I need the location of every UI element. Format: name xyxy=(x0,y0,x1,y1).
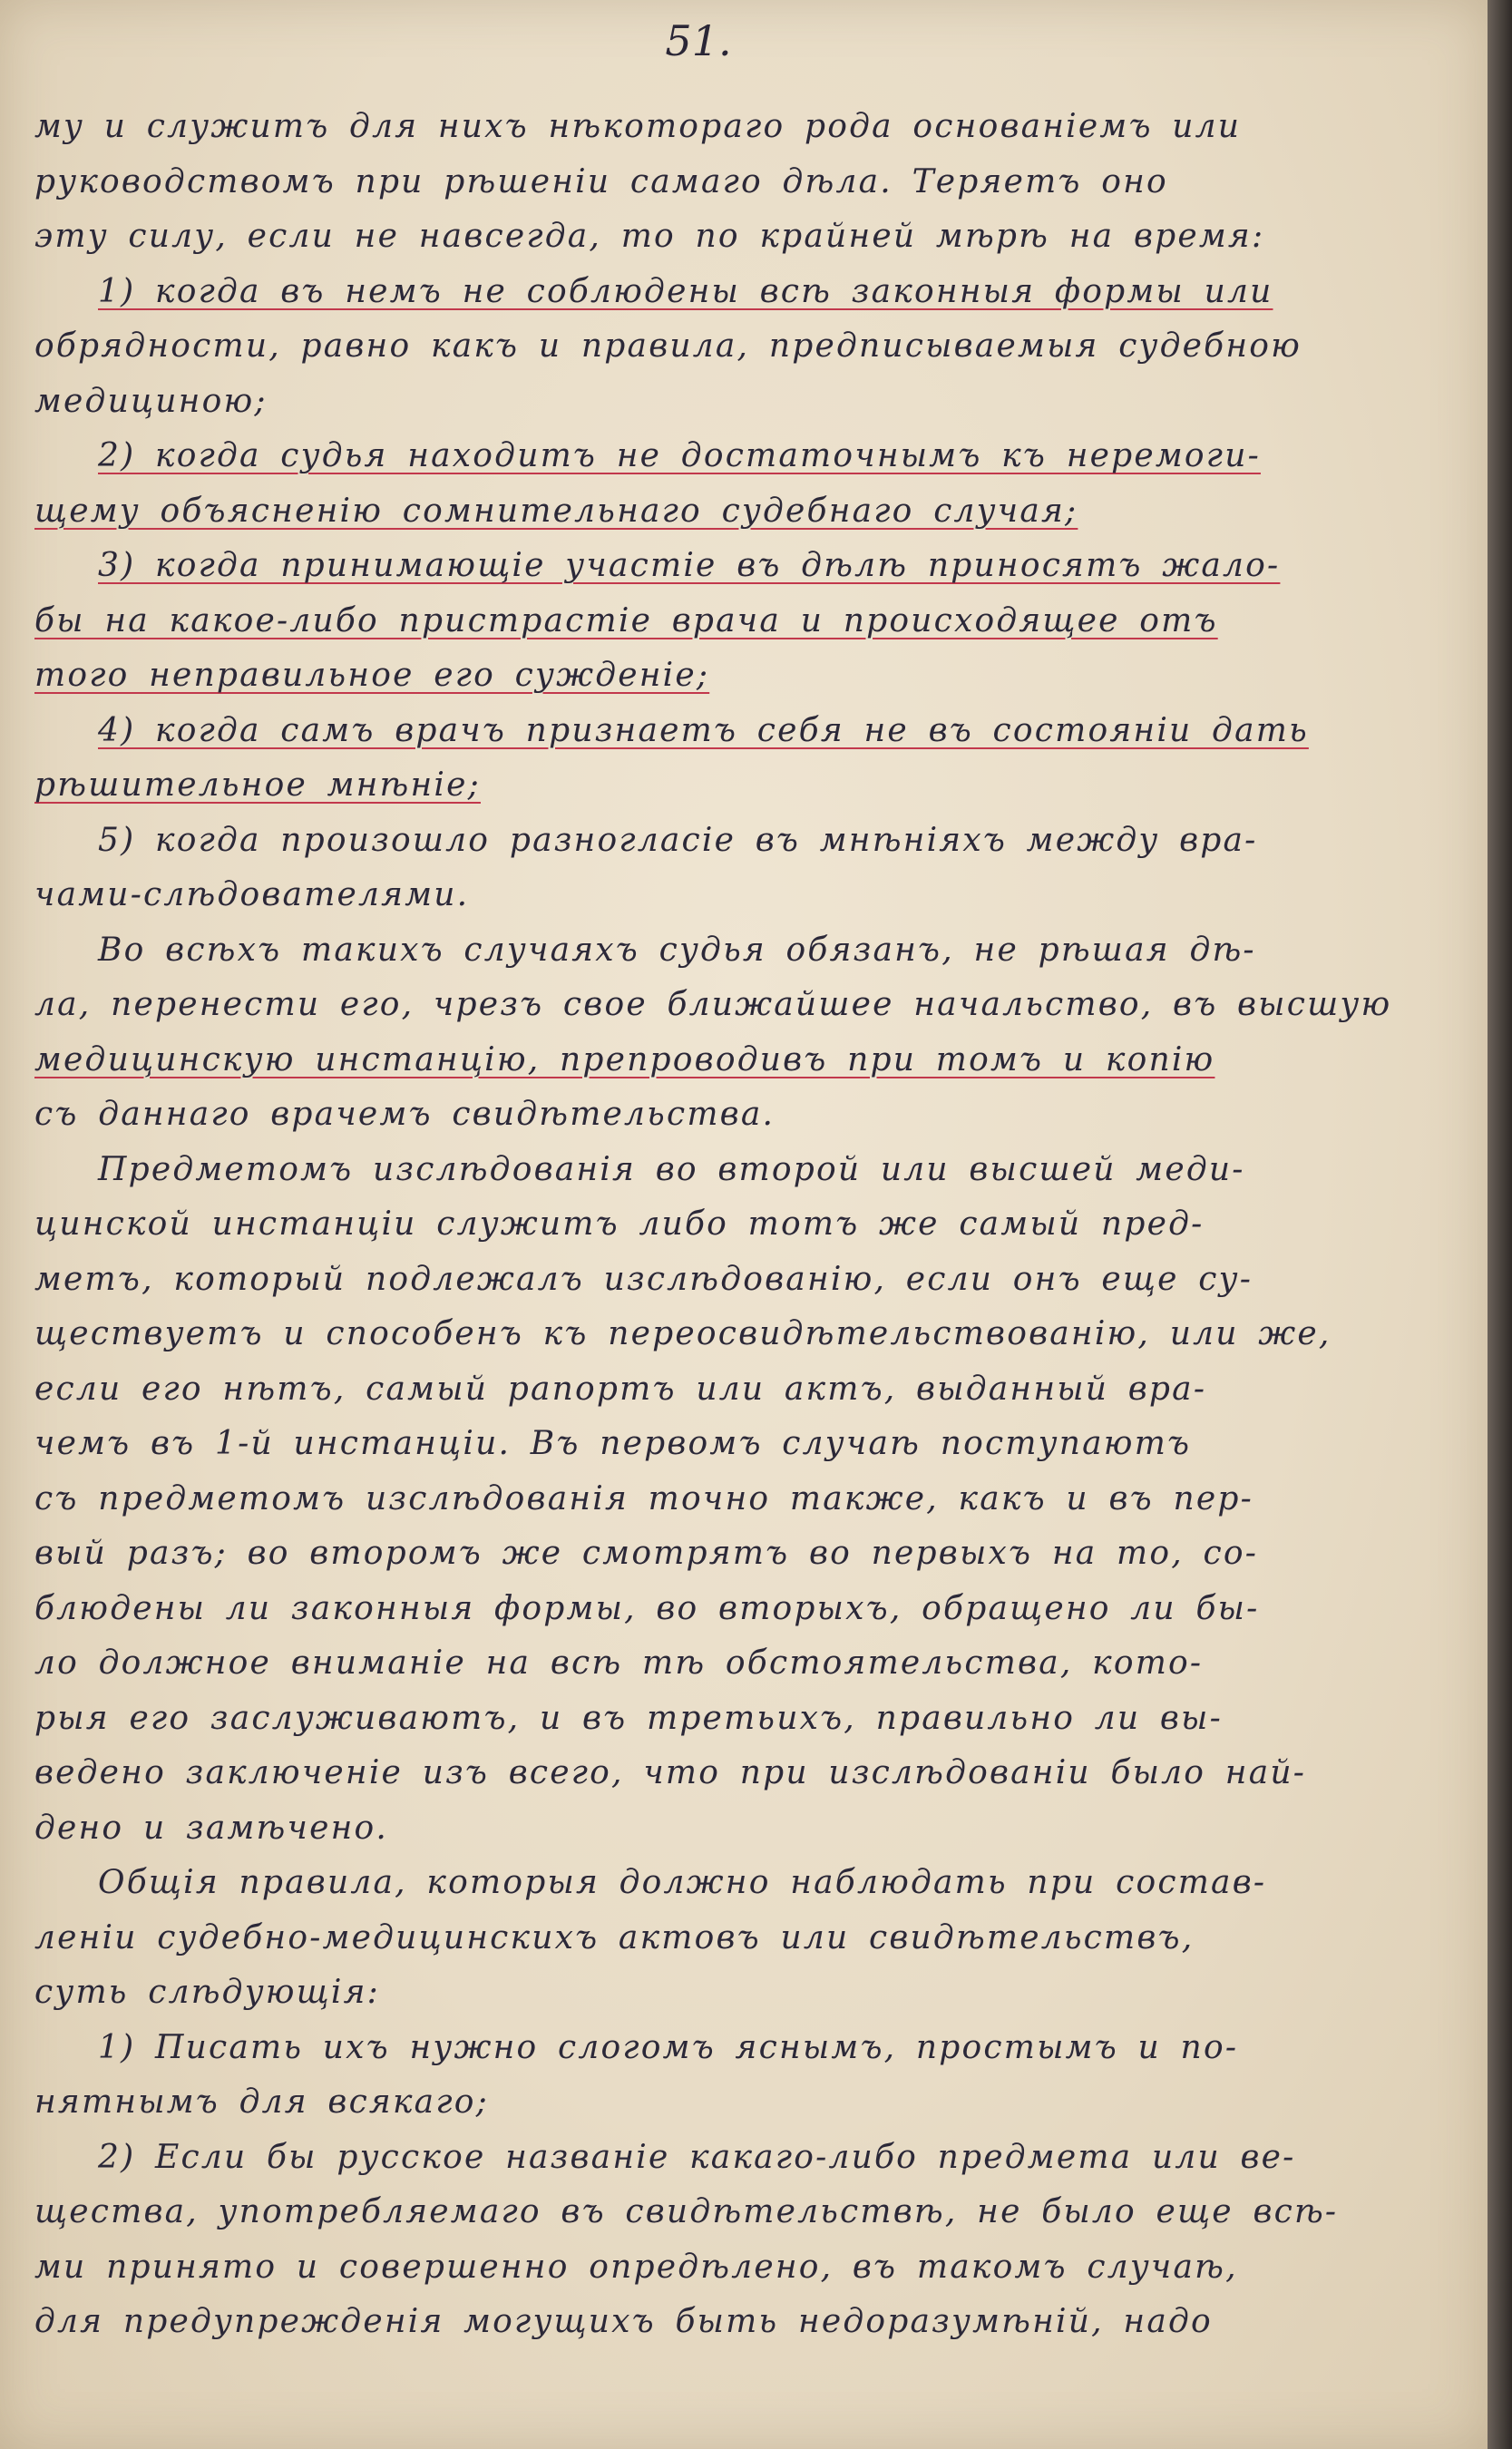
text-line: руководствомъ при рѣшенiи самаго дѣла. Теряетъ оно xyxy=(34,162,1168,200)
text-line: нятнымъ для всякаго; xyxy=(34,2083,489,2121)
page-edge-shadow xyxy=(1488,0,1512,2449)
text-line: ществуетъ и способенъ къ переосвидѣтельствованiю, или же, xyxy=(34,1315,1332,1352)
text-line: блюдены ли законныя формы, во вторыхъ, обращено ли бы- xyxy=(34,1589,1260,1627)
text-line: бы на какое-либо пристрастiе врача и происходящее отъ xyxy=(34,601,1218,639)
text-line: ло должное вниманiе на всѣ тѣ обстоятельства, кото- xyxy=(34,1644,1204,1682)
text-line: 5) когда произошло разногласiе въ мнѣнiяхъ между вра- xyxy=(98,821,1258,859)
text-line: Во всѣхъ такихъ случаяхъ судья обязанъ, не рѣшая дѣ- xyxy=(98,931,1256,969)
text-line: эту силу, если не навсегда, то по крайней мѣрѣ на время: xyxy=(34,218,1265,255)
text-line: ми принято и совершенно опредѣлено, въ такомъ случаѣ, xyxy=(34,2248,1238,2286)
text-line: Общiя правила, которыя должно наблюдать при состав- xyxy=(98,1864,1267,1901)
text-line: того неправильное его сужденiе; xyxy=(34,657,710,694)
text-line: метъ, который подлежалъ изслѣдованiю, если онъ еще су- xyxy=(34,1260,1253,1298)
text-line: ведено заключенiе изъ всего, что при изслѣдованiи было най- xyxy=(34,1754,1307,1791)
text-line: съ даннаго врачемъ свидѣтельства. xyxy=(34,1096,776,1133)
text-line: суть слѣдующiя: xyxy=(34,1974,380,2011)
text-line: съ предметомъ изслѣдованiя точно также, какъ и въ пер- xyxy=(34,1479,1253,1517)
text-line: для предупрежденiя могущихъ быть недоразумѣнiй, надо xyxy=(34,2303,1213,2340)
text-line: чами-слѣдователями. xyxy=(34,876,470,913)
text-line: 1) когда въ немъ не соблюдены всѣ законныя формы или xyxy=(98,272,1273,310)
text-line: 1) Писать ихъ нужно слогомъ яснымъ, простымъ и по- xyxy=(98,2028,1239,2066)
text-line: Предметомъ изслѣдованiя во второй или высшей меди- xyxy=(98,1150,1245,1188)
text-line: рыя его заслуживаютъ, и въ третьихъ, правильно ли вы- xyxy=(34,1699,1223,1737)
text-line: цинской инстанцiи служитъ либо тотъ же самый пред- xyxy=(34,1205,1205,1243)
text-line: дено и замѣчено. xyxy=(34,1809,389,1847)
text-line: 2) когда судья находитъ не достаточнымъ къ неремоги- xyxy=(98,437,1261,474)
text-line: если его нѣтъ, самый рапортъ или актъ, выданный вра- xyxy=(34,1370,1207,1408)
text-line: 2) Если бы русское названiе какаго-либо предмета или ве- xyxy=(98,2138,1296,2176)
text-line: 3) когда принимающiе участiе въ дѣлѣ приносятъ жало- xyxy=(98,547,1281,584)
text-line: рѣшительное мнѣнiе; xyxy=(34,766,481,804)
text-line: ла, перенести его, чрезъ свое ближайшее начальство, въ высшую xyxy=(34,986,1392,1023)
text-line: медициною; xyxy=(34,382,268,420)
text-line: щему объясненiю сомнительнаго судебнаго случая; xyxy=(34,492,1078,530)
text-line: вый разъ; во второмъ же смотрятъ во первыхъ на то, со- xyxy=(34,1535,1259,1572)
text-line: 4) когда самъ врачъ признаетъ себя не въ состоянiи дать xyxy=(98,711,1309,749)
page-number: 51. xyxy=(665,16,732,65)
text-line: щества, употребляемаго въ свидѣтельствѣ, не было еще всѣ- xyxy=(34,2193,1339,2230)
text-line: ленiи судебно-медицинскихъ актовъ или свидѣтельствъ, xyxy=(34,1918,1195,1956)
handwritten-text-block xyxy=(34,100,1395,2350)
text-line: обрядности, равно какъ и правила, предписываемыя судебною xyxy=(34,327,1302,365)
text-line: му и служитъ для нихъ нѣкотораго рода основанiемъ или xyxy=(34,108,1242,145)
text-line: чемъ въ 1-й инстанцiи. Въ первомъ случаѣ поступаютъ xyxy=(34,1425,1192,1462)
text-line: медицинскую инстанцiю, препроводивъ при томъ и копiю xyxy=(34,1040,1215,1078)
